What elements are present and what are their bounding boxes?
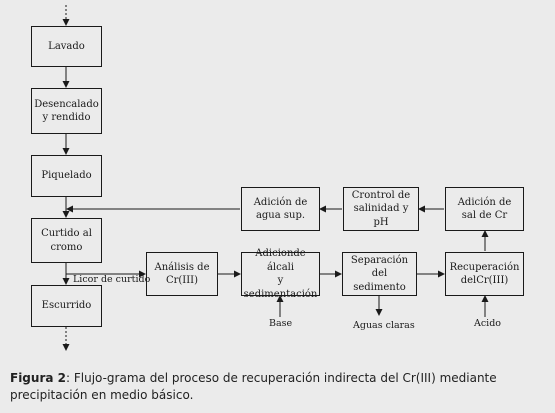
box-adicion-agua: Adición de agua sup. [241,187,320,231]
label-acido: Acido [474,318,502,329]
box-adicion-sal: Adición de sal de Cr [445,187,524,231]
box-recuperacion: Recuperación delCr(III) [445,252,524,296]
figure-caption [10,370,550,404]
box-escurrido: Escurrido [31,285,102,327]
box-lavado: Lavado [31,26,102,67]
box-analisis: Análisis de Cr(III) [146,252,218,296]
caption-text: : Flujo-grama del proceso de recuperación indirecta del Cr(III) mediante precipitación en medio básico. [10,371,497,402]
box-adicion-alcali: Adicionde álcali y sedimentación [241,252,320,296]
box-control: Crontrol de salinidad y pH [343,187,419,231]
box-desencalado: Desencalado y rendido [31,88,102,134]
label-licor: Licor de curtido [73,274,151,285]
label-base: Base [269,318,293,329]
figure-label: Figura 2 [10,371,66,385]
box-piquelado: Piquelado [31,155,102,197]
box-separacion: Separación del sedimento [342,252,417,296]
label-aguas: Aguas claras [353,320,415,331]
box-curtido: Curtido al cromo [31,218,102,263]
